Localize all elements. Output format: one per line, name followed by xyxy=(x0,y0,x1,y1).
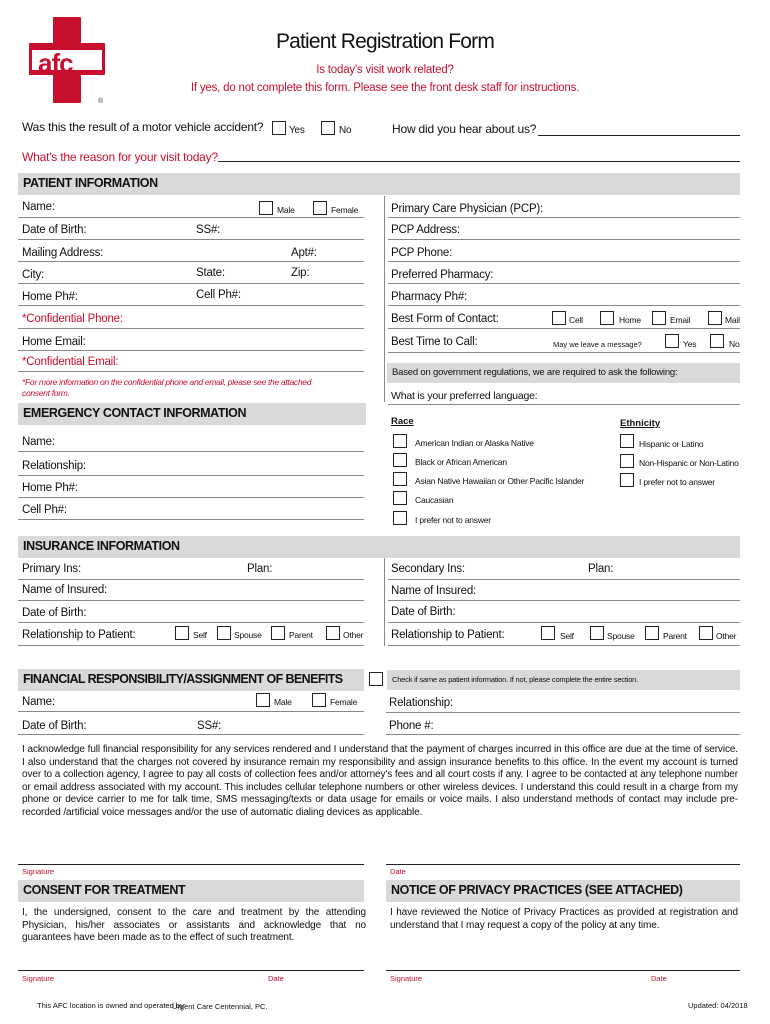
guarantor-female-checkbox[interactable] xyxy=(312,693,326,707)
insurance-heading: INSURANCE INFORMATION xyxy=(23,539,180,553)
ethnicity-option: I prefer not to answer xyxy=(639,477,715,487)
row-line xyxy=(18,600,364,601)
logo-text: afc xyxy=(38,48,73,78)
row-line xyxy=(388,305,740,306)
confidential-note-line1: *For more information on the confidential phone and email, please see the attached xyxy=(22,377,312,387)
primary-plan-label: Plan: xyxy=(247,563,273,575)
leave-message-yes-checkbox[interactable] xyxy=(665,334,679,348)
leave-message-yes-label: Yes xyxy=(683,339,697,349)
guarantor-relationship-label: Relationship: xyxy=(389,697,453,709)
primary-rel-self-checkbox[interactable] xyxy=(175,626,189,640)
guarantor-phone-label: Phone #: xyxy=(389,720,434,732)
row-line xyxy=(18,622,364,623)
secondary-insured-label: Name of Insured: xyxy=(391,585,477,597)
home-email-label: Home Email: xyxy=(22,336,86,348)
same-as-patient-checkbox[interactable] xyxy=(369,672,383,686)
primary-rel-spouse-label: Spouse xyxy=(234,630,262,640)
row-line xyxy=(386,734,740,735)
leave-message-no-checkbox[interactable] xyxy=(710,334,724,348)
financial-heading: FINANCIAL RESPONSIBILITY/ASSIGNMENT OF BENEFITS xyxy=(23,672,343,686)
privacy-date-label: Date xyxy=(651,974,667,983)
row-line xyxy=(388,328,740,329)
secondary-rel-parent-label: Parent xyxy=(663,631,687,641)
center-divider xyxy=(384,196,385,402)
consent-signature-label: Signature xyxy=(22,974,55,983)
secondary-rel-self-label: Self xyxy=(560,631,574,641)
financial-signature-line[interactable] xyxy=(18,864,364,865)
privacy-heading: NOTICE OF PRIVACY PRACTICES (SEE ATTACHED) xyxy=(391,883,683,897)
ethnicity-heading: Ethnicity xyxy=(620,418,661,429)
row-line xyxy=(18,711,364,712)
hear-about-line[interactable] xyxy=(538,135,740,136)
pharmacy-phone-label: Pharmacy Ph#: xyxy=(391,291,468,303)
ethnicity-option: Non-Hispanic or Non-Latino xyxy=(639,458,739,468)
consent-signature-line[interactable] xyxy=(18,970,364,971)
row-line xyxy=(18,734,364,735)
secondary-rel-self-checkbox[interactable] xyxy=(541,626,555,640)
best-contact-label: Best Form of Contact: xyxy=(391,313,499,325)
primary-insured-label: Name of Insured: xyxy=(22,584,108,596)
consent-header xyxy=(18,880,364,902)
secondary-rel-spouse-checkbox[interactable] xyxy=(590,626,604,640)
accident-yes-label: Yes xyxy=(289,125,305,136)
contact-home-checkbox[interactable] xyxy=(600,311,614,325)
apt-label: Apt#: xyxy=(291,247,317,259)
page-title: Patient Registration Form xyxy=(275,30,495,53)
primary-rel-other-label: Other xyxy=(343,630,364,640)
contact-email-label: Email xyxy=(670,315,691,325)
emergency-name-label: Name: xyxy=(22,436,55,448)
guarantor-dob-label: Date of Birth: xyxy=(22,720,87,732)
pcp-address-label: PCP Address: xyxy=(391,224,460,236)
consent-text: I, the undersigned, consent to the care and treatment by the attending Physician, his/her associates or assistants and acknowledge that no guarantees have been made as to the effect of such treatment. xyxy=(22,907,366,943)
contact-mail-label: Mail xyxy=(725,315,740,325)
row-line xyxy=(388,261,740,262)
financial-header xyxy=(18,669,364,691)
emergency-relationship-label: Relationship: xyxy=(22,460,86,472)
guarantor-male-checkbox[interactable] xyxy=(256,693,270,707)
mailing-address-label: Mailing Address: xyxy=(22,247,104,259)
patient-ss-label: SS#: xyxy=(196,224,221,236)
primary-rel-parent-label: Parent xyxy=(289,630,313,640)
row-line xyxy=(388,283,740,284)
financial-signature-label: Signature xyxy=(22,867,55,876)
row-line xyxy=(18,497,364,498)
race-checkbox[interactable] xyxy=(393,434,407,448)
patient-info-header xyxy=(18,173,740,195)
hear-about-question: How did you hear about us? xyxy=(392,122,537,136)
emergency-cell-phone-label: Cell Ph#: xyxy=(22,504,67,516)
primary-rel-self-label: Self xyxy=(193,630,207,640)
primary-relationship-label: Relationship to Patient: xyxy=(22,629,136,641)
work-related-instruction: If yes, do not complete this form. Please see the front desk staff for instructions. xyxy=(190,82,580,94)
leave-message-label: May we leave a message? xyxy=(553,340,642,349)
primary-insured-dob-label: Date of Birth: xyxy=(22,607,87,619)
secondary-plan-label: Plan: xyxy=(588,563,614,575)
work-related-question: Is today's visit work related? xyxy=(316,64,454,76)
race-option: Caucasian xyxy=(415,495,454,505)
same-as-patient-banner xyxy=(387,670,740,690)
financial-date-label: Date xyxy=(390,867,406,876)
patient-male-checkbox[interactable] xyxy=(259,201,273,215)
accident-no-label: No xyxy=(339,125,352,136)
row-line xyxy=(18,519,364,520)
patient-name-label: Name: xyxy=(22,201,55,213)
registered-mark: ® xyxy=(98,98,104,105)
secondary-rel-other-checkbox[interactable] xyxy=(699,626,713,640)
secondary-rel-parent-checkbox[interactable] xyxy=(645,626,659,640)
home-phone-label: Home Ph#: xyxy=(22,291,78,303)
demographics-banner-text: Based on government regulations, we are required to ask the following: xyxy=(392,367,678,378)
privacy-signature-label: Signature xyxy=(390,974,423,983)
row-line xyxy=(388,217,740,218)
row-line xyxy=(18,645,364,646)
insurance-header xyxy=(18,536,740,558)
emergency-heading: EMERGENCY CONTACT INFORMATION xyxy=(23,406,247,420)
row-line xyxy=(18,239,364,240)
primary-rel-spouse-checkbox[interactable] xyxy=(217,626,231,640)
row-line xyxy=(388,622,740,623)
patient-info-heading: PATIENT INFORMATION xyxy=(23,176,158,190)
cell-phone-label: Cell Ph#: xyxy=(196,289,241,301)
reason-line[interactable] xyxy=(218,161,740,162)
row-line xyxy=(388,352,740,353)
ethnicity-option: Hispanic or Latino xyxy=(639,439,704,449)
guarantor-name-label: Name: xyxy=(22,696,55,708)
confidential-email-label: *Confidential Email: xyxy=(22,356,119,368)
row-line xyxy=(18,261,364,262)
financial-date-line[interactable] xyxy=(386,864,740,865)
race-option: I prefer not to answer xyxy=(415,515,491,525)
insurance-divider xyxy=(384,558,385,646)
row-line xyxy=(18,371,364,372)
row-line xyxy=(388,239,740,240)
secondary-relationship-label: Relationship to Patient: xyxy=(391,629,505,641)
contact-email-checkbox[interactable] xyxy=(652,311,666,325)
primary-ins-label: Primary Ins: xyxy=(22,563,81,575)
leave-message-no-label: No xyxy=(729,339,740,349)
accident-no-checkbox[interactable] xyxy=(321,121,335,135)
pcp-phone-label: PCP Phone: xyxy=(391,247,453,259)
emergency-home-phone-label: Home Ph#: xyxy=(22,482,78,494)
row-line xyxy=(388,404,740,405)
race-checkbox[interactable] xyxy=(393,472,407,486)
contact-cell-checkbox[interactable] xyxy=(552,311,566,325)
privacy-signature-line[interactable] xyxy=(386,970,740,971)
row-line xyxy=(18,217,364,218)
contact-mail-checkbox[interactable] xyxy=(708,311,722,325)
row-line xyxy=(386,712,740,713)
row-line xyxy=(18,283,364,284)
row-line xyxy=(18,451,364,452)
row-line xyxy=(388,579,740,580)
consent-heading: CONSENT FOR TREATMENT xyxy=(23,883,186,897)
updated-date: Updated: 04/2018 xyxy=(688,1001,748,1010)
patient-dob-label: Date of Birth: xyxy=(22,224,87,236)
race-checkbox[interactable] xyxy=(393,491,407,505)
ethnicity-checkbox[interactable] xyxy=(620,434,634,448)
race-checkbox[interactable] xyxy=(393,453,407,467)
consent-date-label: Date xyxy=(268,974,284,983)
patient-male-label: Male xyxy=(277,205,295,215)
guarantor-male-label: Male xyxy=(274,697,292,707)
best-time-label: Best Time to Call: xyxy=(391,336,478,348)
demographics-banner xyxy=(387,363,740,383)
race-heading: Race xyxy=(391,416,414,427)
race-checkbox[interactable] xyxy=(393,511,407,525)
owned-by-label: This AFC location is owned and operated by: xyxy=(37,1001,186,1010)
row-line xyxy=(18,328,364,329)
pcp-label: Primary Care Physician (PCP): xyxy=(391,203,544,215)
emergency-header xyxy=(18,403,366,425)
row-line xyxy=(18,579,364,580)
primary-rel-parent-checkbox[interactable] xyxy=(271,626,285,640)
confidential-phone-label: *Confidential Phone: xyxy=(22,313,123,325)
guarantor-female-label: Female xyxy=(330,697,358,707)
pharmacy-label: Preferred Pharmacy: xyxy=(391,269,494,281)
accident-yes-checkbox[interactable] xyxy=(272,121,286,135)
race-option: Asian Native Hawaiian or Other Pacific Islander xyxy=(415,476,585,486)
ethnicity-checkbox[interactable] xyxy=(620,454,634,468)
state-label: State: xyxy=(196,267,225,279)
accident-question: Was this the result of a motor vehicle accident? xyxy=(22,120,264,134)
same-as-patient-note: Check if same as patient information. If not, please complete the entire section. xyxy=(392,675,639,684)
guarantor-ss-label: SS#: xyxy=(197,720,222,732)
city-label: City: xyxy=(22,269,45,281)
secondary-rel-spouse-label: Spouse xyxy=(607,631,635,641)
confidential-note-line2: consent form. xyxy=(22,388,70,398)
financial-acknowledgement: I acknowledge full financial responsibility for any services rendered and I understand that the payment of charges incurred in this office are due at the time of service. I also understand that the charges not covered by insurance remain my responsibility and assign insurance benefits to this office. In the event my account is turned over to a collection agency, I agree to pay all costs of collection fees and/or attorney's fees and all court costs if any. I agree to be contacted at any telephone number or email address associated with my account. This includes cellular telephone numbers or other wireless devices. I understand this could result in a charge from my phone or device carrier to me for talk time, SMS messaging/texts or data usage for emails or voice mails. I also understand methods of contact may include pre-recorded /artificial voice messages and/or the use of automatic dialing devices as applicable. xyxy=(22,744,738,818)
race-option: American Indian or Alaska Native xyxy=(415,438,534,448)
row-line xyxy=(388,600,740,601)
primary-rel-other-checkbox[interactable] xyxy=(326,626,340,640)
reason-question: What's the reason for your visit today? xyxy=(22,150,218,164)
row-line xyxy=(18,475,364,476)
contact-home-label: Home xyxy=(619,315,641,325)
zip-label: Zip: xyxy=(291,267,310,279)
row-line xyxy=(18,350,364,351)
race-option: Black or African American xyxy=(415,457,507,467)
language-label: What is your preferred language: xyxy=(391,390,538,402)
contact-cell-label: Cell xyxy=(569,315,583,325)
secondary-rel-other-label: Other xyxy=(716,631,737,641)
ethnicity-checkbox[interactable] xyxy=(620,473,634,487)
patient-female-label: Female xyxy=(331,205,359,215)
row-line xyxy=(388,645,740,646)
row-line xyxy=(18,305,364,306)
privacy-header xyxy=(386,880,740,902)
secondary-ins-label: Secondary Ins: xyxy=(391,563,465,575)
secondary-insured-dob-label: Date of Birth: xyxy=(391,606,456,618)
patient-female-checkbox[interactable] xyxy=(313,201,327,215)
privacy-text: I have reviewed the Notice of Privacy Practices as provided at registration and understand that I may request a copy of the policy at any time. xyxy=(390,907,738,931)
owner-name: Urgent Care Centennial, PC. xyxy=(172,1002,268,1011)
